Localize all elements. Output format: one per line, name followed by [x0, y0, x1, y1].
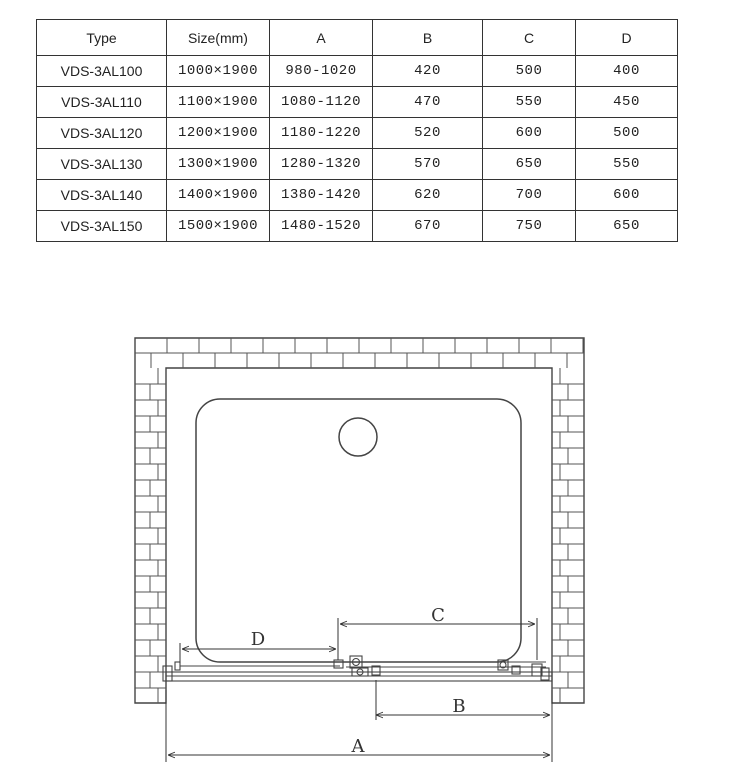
- cell-size: 1000×1900: [167, 56, 270, 87]
- cell-d: 650: [576, 211, 678, 242]
- cell-d: 600: [576, 180, 678, 211]
- cell-c: 500: [483, 56, 576, 87]
- cell-d: 550: [576, 149, 678, 180]
- cell-size: 1300×1900: [167, 149, 270, 180]
- cell-b: 420: [373, 56, 483, 87]
- brick-wall: [135, 338, 584, 703]
- cell-b: 520: [373, 118, 483, 149]
- cell-c: 600: [483, 118, 576, 149]
- cell-d: 450: [576, 87, 678, 118]
- drain-icon: [339, 418, 377, 456]
- sliding-door-assembly: [163, 656, 552, 681]
- cell-size: 1400×1900: [167, 180, 270, 211]
- cell-type: VDS-3AL130: [37, 149, 167, 180]
- cell-a: 1080-1120: [270, 87, 373, 118]
- cell-a: 1280-1320: [270, 149, 373, 180]
- header-size: Size(mm): [167, 20, 270, 56]
- cell-size: 1200×1900: [167, 118, 270, 149]
- cell-c: 700: [483, 180, 576, 211]
- cell-b: 670: [373, 211, 483, 242]
- cell-d: 400: [576, 56, 678, 87]
- cell-c: 650: [483, 149, 576, 180]
- header-a: A: [270, 20, 373, 56]
- header-b: B: [373, 20, 483, 56]
- cell-type: VDS-3AL140: [37, 180, 167, 211]
- cell-size: 1500×1900: [167, 211, 270, 242]
- cell-b: 620: [373, 180, 483, 211]
- header-c: C: [483, 20, 576, 56]
- shower-tray: [196, 399, 521, 662]
- dimension-c-label: C: [431, 605, 445, 626]
- cell-b: 470: [373, 87, 483, 118]
- cell-type: VDS-3AL120: [37, 118, 167, 149]
- dimension-a-label: A: [351, 736, 365, 757]
- cell-c: 550: [483, 87, 576, 118]
- cell-a: 1180-1220: [270, 118, 373, 149]
- cell-type: VDS-3AL100: [37, 56, 167, 87]
- header-type: Type: [37, 20, 167, 56]
- cell-b: 570: [373, 149, 483, 180]
- cell-c: 750: [483, 211, 576, 242]
- cell-size: 1100×1900: [167, 87, 270, 118]
- dimension-b-label: B: [452, 696, 466, 717]
- cell-a: 1480-1520: [270, 211, 373, 242]
- header-d: D: [576, 20, 678, 56]
- cell-a: 980-1020: [270, 56, 373, 87]
- dimension-d-label: D: [250, 629, 266, 650]
- cell-a: 1380-1420: [270, 180, 373, 211]
- cell-type: VDS-3AL110: [37, 87, 167, 118]
- cell-type: VDS-3AL150: [37, 211, 167, 242]
- cell-d: 500: [576, 118, 678, 149]
